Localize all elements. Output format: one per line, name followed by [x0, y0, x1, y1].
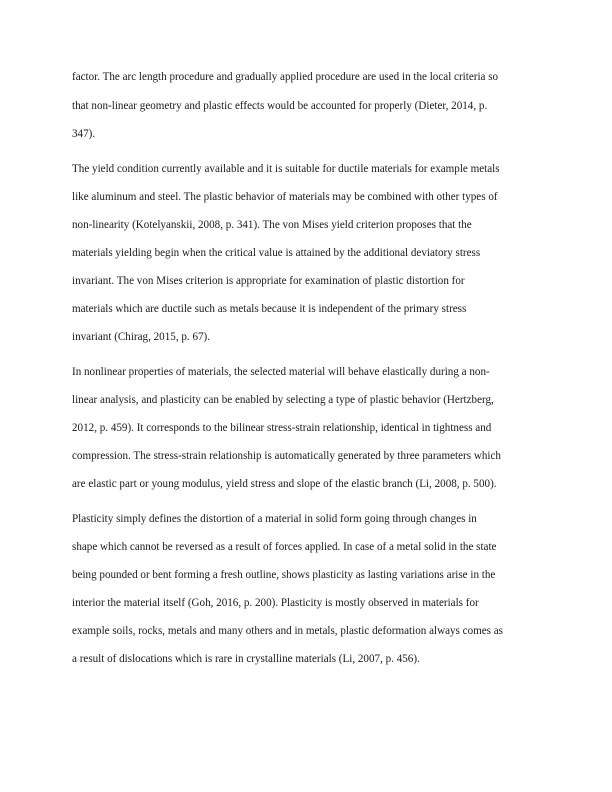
paragraph-line: 2012, p. 459). It corresponds to the bilinear stress-strain relationship, identical in tightness and — [72, 422, 492, 434]
paragraph-line: invariant (Chirag, 2015, p. 67). — [72, 331, 211, 343]
paragraph-line: materials yielding begin when the critical value is attained by the additional deviatory stress — [72, 247, 481, 259]
paragraph-line: linear analysis, and plasticity can be enabled by selecting a type of plastic behavior (Hertzberg, — [72, 394, 494, 406]
paragraph-line: a result of dislocations which is rare in crystalline materials (Li, 2007, p. 456). — [72, 653, 420, 665]
paragraph-line: like aluminum and steel. The plastic behavior of materials may be combined with other types of — [72, 191, 498, 203]
paragraph-line: 347). — [72, 128, 96, 140]
paragraph-line: shape which cannot be reversed as a result of forces applied. In case of a metal solid in the state — [72, 541, 497, 553]
paragraph-line: example soils, rocks, metals and many others and in metals, plastic deformation always comes as — [72, 625, 504, 637]
paragraph-line: invariant. The von Mises criterion is appropriate for examination of plastic distortion for — [72, 275, 465, 287]
paragraph-line: being pounded or bent forming a fresh outline, shows plasticity as lasting variations arise in the — [72, 569, 496, 581]
paragraph-line: are elastic part or young modulus, yield stress and slope of the elastic branch (Li, 2008, p. 500). — [72, 478, 497, 490]
paragraph-line: Plasticity simply defines the distortion of a material in solid form going through changes in — [72, 513, 477, 525]
paragraph-line: The yield condition currently available and it is suitable for ductile materials for example metals — [72, 163, 500, 175]
paragraph-line: that non-linear geometry and plastic effects would be accounted for properly (Dieter, 2014, p. — [72, 100, 488, 112]
paragraph-line: materials which are ductile such as metals because it is independent of the primary stress — [72, 303, 467, 315]
paragraph-line: In nonlinear properties of materials, the selected material will behave elastically during a non- — [72, 366, 490, 378]
paragraph-line: compression. The stress-strain relationship is automatically generated by three parameters which — [72, 450, 501, 462]
paragraph-line: interior the material itself (Goh, 2016, p. 200). Plasticity is mostly observed in materials for — [72, 597, 479, 609]
paragraph-line: factor. The arc length procedure and gradually applied procedure are used in the local criteria so — [72, 71, 499, 83]
paragraph-line: non-linearity (Kotelyanskii, 2008, p. 341). The von Mises yield criterion proposes that the — [72, 219, 472, 231]
